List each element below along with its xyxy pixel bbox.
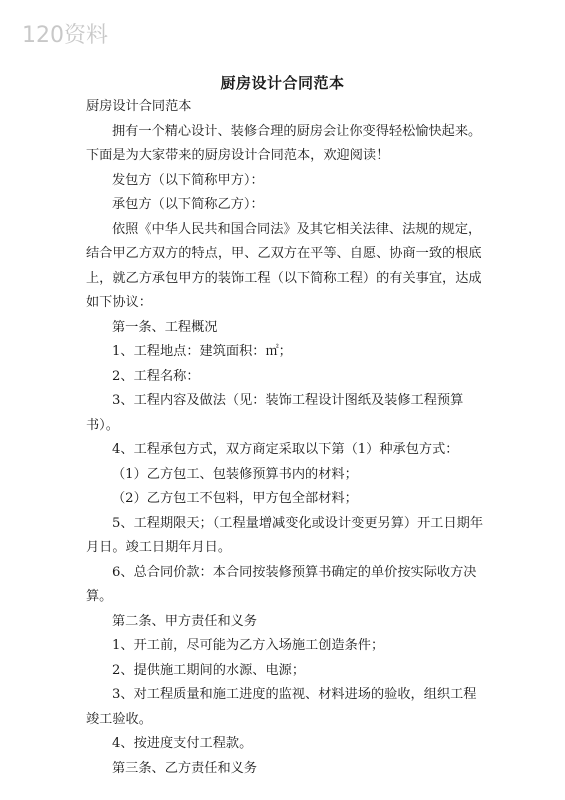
- article-1-item-5: 5、工程期限天；（工程量增减变化或设计变更另算）开工日期年月日。竣工日期年月日。: [86, 515, 484, 555]
- article-2-item-2: 2、提供施工期间的水源、电源；: [112, 662, 306, 678]
- article-1-item-3: 3、工程内容及做法（见：装饰工程设计图纸及装修工程预算书）。: [86, 393, 464, 433]
- party-a-line: 发包方（以下简称甲方）：: [112, 172, 264, 188]
- document-title: 厨房设计合同范本: [220, 74, 345, 92]
- contract-option-1: （1）乙方包工、包装修预算书内的材料；: [112, 466, 358, 482]
- article-2-heading: 第二条、甲方责任和义务: [112, 613, 258, 629]
- party-b-line: 承包方（以下简称乙方）：: [112, 197, 264, 212]
- article-1-item-6: 6、总合同价款：本合同按装修预算书确定的单价按实际收方决算。: [86, 564, 477, 604]
- article-3-heading: 第三条、乙方责任和义务: [112, 760, 258, 776]
- article-1-heading: 第一条、工程概况: [112, 319, 218, 335]
- intro-paragraph: 拥有一个精心设计、装修合理的厨房会让你变得轻松愉快起来。下面是为大家带来的厨房设计合同范本，欢迎阅读！: [86, 123, 482, 163]
- article-1-item-1: 1、工程地点：建筑面积：㎡；: [112, 344, 292, 359]
- legal-basis-paragraph: 依照《中华人民共和国合同法》及其它相关法律、法规的规定，结合甲乙方双方的特点，甲、乙双方在平等、自愿、协商一致的根底上，就乙方承包甲方的装饰工程（以下简称工程）的有关事宜，达成如下协议：: [86, 221, 482, 310]
- watermark: 120资料: [22, 23, 108, 48]
- article-2-item-1: 1、开工前，尽可能为乙方入场施工创造条件；: [112, 638, 385, 653]
- subtitle-line: 厨房设计合同范本: [86, 99, 192, 114]
- article-1-item-2: 2、工程名称：: [112, 368, 200, 384]
- article-2-item-3: 3、对工程质量和施工进度的监视、材料进场的验收，组织工程竣工验收。: [86, 687, 477, 727]
- contract-option-2: （2）乙方包工不包料，甲方包全部材料；: [112, 491, 358, 506]
- document-body: [86, 95, 486, 781]
- article-1-item-4: 4、工程承包方式，双方商定采取以下第（1）种承包方式：: [112, 442, 459, 457]
- article-2-item-4: 4、按进度支付工程款。: [112, 736, 253, 751]
